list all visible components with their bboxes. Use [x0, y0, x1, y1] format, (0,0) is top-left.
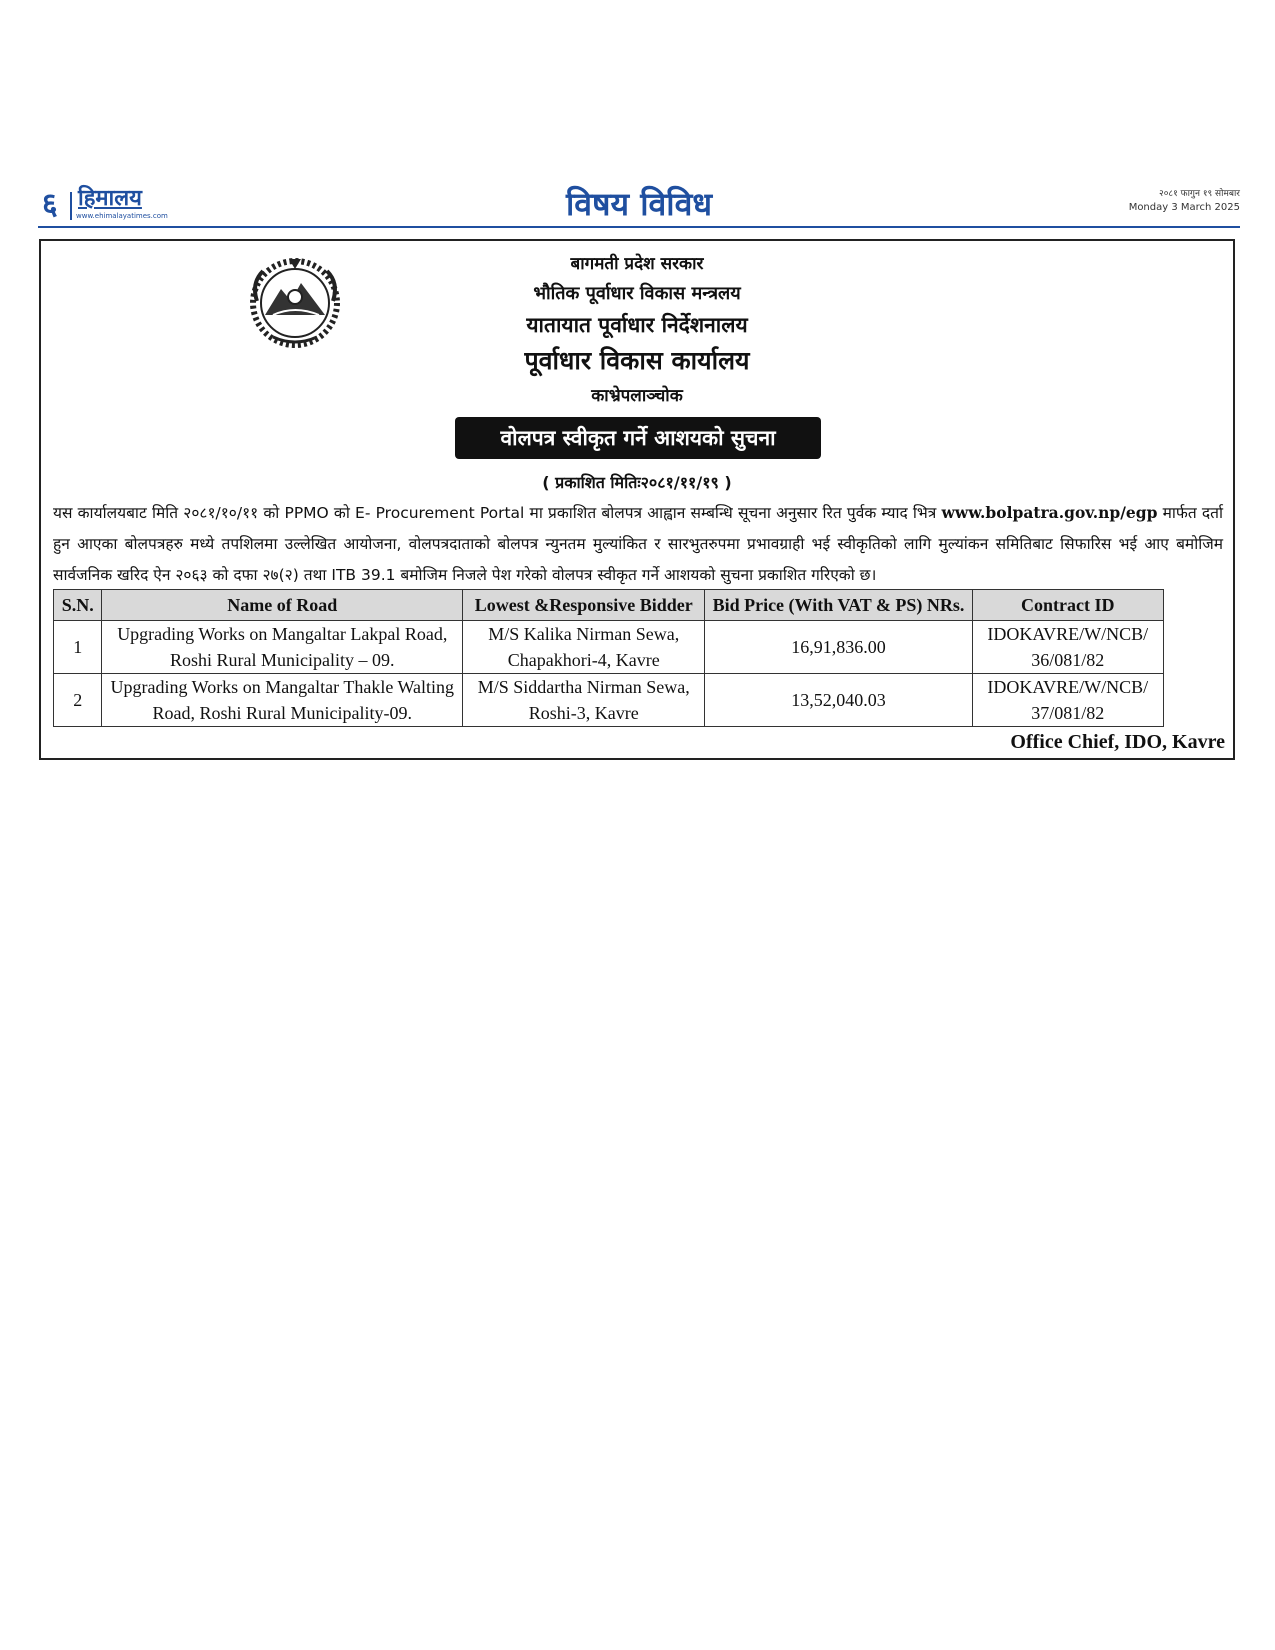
cell-contract [972, 621, 1163, 674]
office-heading [41, 249, 1233, 411]
header-price: Bid Price (With VAT & PS) NRs. [705, 590, 972, 621]
cell-road [102, 674, 463, 727]
signature: Office Chief, IDO, Kavre [1010, 731, 1225, 753]
ministry-name: भौतिक पूर्वाधार विकास मन्त्रलय [533, 283, 741, 304]
bidder-line: M/S Kalika Nirman Sewa, [488, 624, 680, 644]
publication-date: ( प्रकाशित मितिः२०८१/११/१९ ) [542, 473, 732, 492]
contract-line: 36/081/82 [1031, 650, 1105, 670]
bidder-line: Roshi-3, Kavre [528, 703, 639, 723]
header-bidder: Lowest &Responsive Bidder [463, 590, 705, 621]
table-header-row [54, 590, 1164, 621]
cell-price: 16,91,836.00 [705, 621, 972, 674]
province-government: बागमती प्रदेश सरकार [570, 254, 704, 274]
road-line: Upgrading Works on Mangaltar Lakpal Road, [117, 624, 448, 644]
cell-bidder [463, 674, 705, 727]
road-line: Roshi Rural Municipality – 09. [170, 650, 395, 670]
contract-line: 37/081/82 [1031, 703, 1105, 723]
bolpatra-url: www.bolpatra.gov.np/egp [941, 503, 1158, 522]
header-road: Name of Road [102, 590, 463, 621]
header-sn: S.N. [54, 590, 102, 621]
cell-bidder [463, 621, 705, 674]
cell-sn: 1 [54, 621, 102, 674]
notice-title-banner: वोलपत्र स्वीकृत गर्ने आशयको सुचना [455, 417, 821, 459]
cell-price: 13,52,040.03 [705, 674, 972, 727]
cell-sn: 2 [54, 674, 102, 727]
bid-acceptance-notice [39, 239, 1235, 760]
header-contract: Contract ID [972, 590, 1163, 621]
page-number: ६ [42, 187, 58, 222]
notice-body [53, 497, 1223, 591]
directorate-name: यातायात पूर्वाधार निर्देशनालय [526, 313, 748, 337]
header-rule [38, 226, 1240, 228]
road-line: Road, Roshi Rural Municipality-09. [152, 703, 412, 723]
notice-body-part2: मार्फत दर्ता हुन आएका बोलपत्रहरु मध्ये तपशिलमा उल्लेखित आयोजना, वोलपत्रदाताको बोलपत्र न्युनतम मुल्यांकित र सारभुतरुपमा प्रभावग्राही भई स्वीकृतिको लागि मुल्यांकन समितिबाट सिफारिस भई आए बमोजिम सार्वजनिक खरिद ऐन २०६३ को दफा २७(२) तथा ITB 39.1 बमोजिम निजले पेश गरेको वोलपत्र स्वीकृत गर्ने आशयको सुचना प्रकाशित गरिएको छ। [53, 504, 1223, 584]
issue-date-nepali: २०८१ फागुन १९ सोमबार [1159, 189, 1240, 199]
table-row [54, 674, 1164, 727]
newspaper-logo: हिमालय [78, 186, 142, 211]
issue-date [1129, 188, 1240, 215]
section-title: विषय विविध [565, 185, 713, 223]
contract-line: IDOKAVRE/W/NCB/ [987, 677, 1149, 697]
office-name: पूर्वाधार विकास कार्यालय [524, 346, 750, 375]
cell-road [102, 621, 463, 674]
bid-table [53, 589, 1164, 727]
newspaper-url: www.ehimalayatimes.com [76, 212, 168, 220]
bidder-line: M/S Siddartha Nirman Sewa, [477, 677, 690, 697]
issue-date-english: Monday 3 March 2025 [1128, 202, 1240, 213]
bidder-line: Chapakhori-4, Kavre [507, 650, 660, 670]
notice-body-part1: यस कार्यालयबाट मिति २०८१/१०/११ को PPMO को E- Procurement Portal मा प्रकाशित बोलपत्र आह्वान सम्बन्धि सूचना अनुसार रित पुर्वक म्याद भित्र [53, 504, 937, 522]
contract-line: IDOKAVRE/W/NCB/ [987, 624, 1149, 644]
newspaper-header [38, 186, 1240, 226]
cell-contract [972, 674, 1163, 727]
office-location: काभ्रेपलाञ्चोक [591, 386, 683, 406]
road-line: Upgrading Works on Mangaltar Thakle Walting [110, 677, 455, 697]
table-row [54, 621, 1164, 674]
